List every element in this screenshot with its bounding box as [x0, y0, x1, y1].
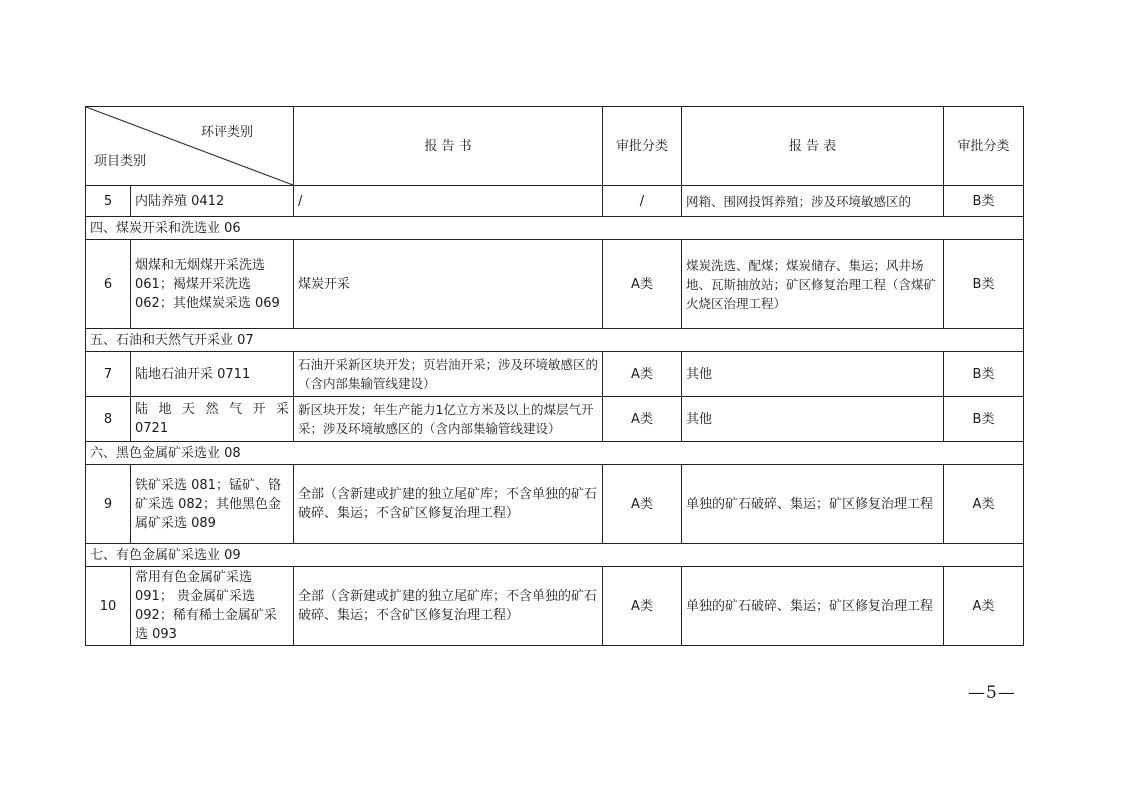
report-form-cell: 煤炭洗选、配煤；煤炭储存、集运；风井场地、瓦斯抽放站；矿区修复治理工程（含煤矿火烧区治理工程）: [682, 240, 944, 329]
diagonal-line: [86, 107, 293, 185]
report-book-cell: 新区块开发；年生产能力1亿立方米及以上的煤层气开采；涉及环境敏感区的（含内部集输管线建设）: [294, 397, 603, 442]
approval-class-cell: A类: [944, 465, 1024, 544]
approval-class-cell: A类: [603, 397, 682, 442]
row-number: 8: [86, 397, 131, 442]
report-book-cell: 全部（含新建或扩建的独立尾矿库；不含单独的矿石破碎、集运；不含矿区修复治理工程）: [294, 567, 603, 646]
header-approval-class-1: 审批分类: [603, 107, 682, 186]
report-book-cell: 全部（含新建或扩建的独立尾矿库；不含单独的矿石破碎、集运；不含矿区修复治理工程）: [294, 465, 603, 544]
section-row: [86, 329, 1024, 352]
report-form-cell: 网箱、围网投饵养殖；涉及环境敏感区的: [682, 186, 944, 217]
approval-class-cell: A类: [944, 567, 1024, 646]
report-book-cell: /: [294, 186, 603, 217]
page-number: —5—: [968, 683, 1016, 703]
table-row: [86, 397, 1024, 442]
table-row: [86, 465, 1024, 544]
table-row: [86, 567, 1024, 646]
header-project-category: 项目类别: [94, 154, 147, 169]
header-report-form: 报 告 表: [682, 107, 944, 186]
table-header-row: [86, 107, 1024, 186]
report-book-cell: 石油开采新区块开发；页岩油开采；涉及环境敏感区的（含内部集输管线建设）: [294, 352, 603, 397]
project-category: 陆地石油开采 0711: [131, 352, 294, 397]
approval-class-cell: B类: [944, 186, 1024, 217]
approval-class-cell: B类: [944, 352, 1024, 397]
header-env-category: 环评类别: [200, 125, 253, 140]
report-form-cell: 单独的矿石破碎、集运；矿区修复治理工程: [682, 567, 944, 646]
approval-class-cell: A类: [603, 352, 682, 397]
diagonal-header-cell: [86, 107, 294, 186]
section-heading: 五、石油和天然气开采业 07: [86, 329, 1024, 352]
section-row: [86, 544, 1024, 567]
report-book-cell: 煤炭开采: [294, 240, 603, 329]
project-category: 烟煤和无烟煤开采洗选 061；褐煤开采洗选 062；其他煤炭采选 069: [131, 240, 294, 329]
project-category: 铁矿采选 081；锰矿、铬矿采选 082；其他黑色金属矿采选 089: [131, 465, 294, 544]
section-heading: 六、黑色金属矿采选业 08: [86, 442, 1024, 465]
table-row: [86, 352, 1024, 397]
section-heading: 七、有色金属矿采选业 09: [86, 544, 1024, 567]
approval-class-cell: B类: [944, 240, 1024, 329]
project-category-line2: 0721: [135, 421, 169, 436]
header-report-book: 报 告 书: [294, 107, 603, 186]
row-number: 6: [86, 240, 131, 329]
report-form-cell: 其他: [682, 352, 944, 397]
report-form-cell: 单独的矿石破碎、集运；矿区修复治理工程: [682, 465, 944, 544]
table-row: [86, 186, 1024, 217]
row-number: 5: [86, 186, 131, 217]
section-row: [86, 217, 1024, 240]
report-form-cell: 其他: [682, 397, 944, 442]
section-row: [86, 442, 1024, 465]
approval-class-cell: B类: [944, 397, 1024, 442]
project-category: 常用有色金属矿采选 091； 贵金属矿采选 092；稀有稀土金属矿采选 093: [131, 567, 294, 646]
header-approval-class-2: 审批分类: [944, 107, 1024, 186]
row-number: 9: [86, 465, 131, 544]
project-category: 内陆养殖 0412: [131, 186, 294, 217]
row-number: 10: [86, 567, 131, 646]
approval-class-cell: A类: [603, 240, 682, 329]
table-row: [86, 240, 1024, 329]
project-category-cell: [131, 397, 294, 442]
approval-class-cell: A类: [603, 465, 682, 544]
row-number: 7: [86, 352, 131, 397]
approval-class-cell: /: [603, 186, 682, 217]
environmental-classification-table: [85, 106, 1024, 646]
approval-class-cell: A类: [603, 567, 682, 646]
section-heading: 四、煤炭开采和洗选业 06: [86, 217, 1024, 240]
project-category-line1: 陆地天然气开采: [135, 402, 289, 417]
